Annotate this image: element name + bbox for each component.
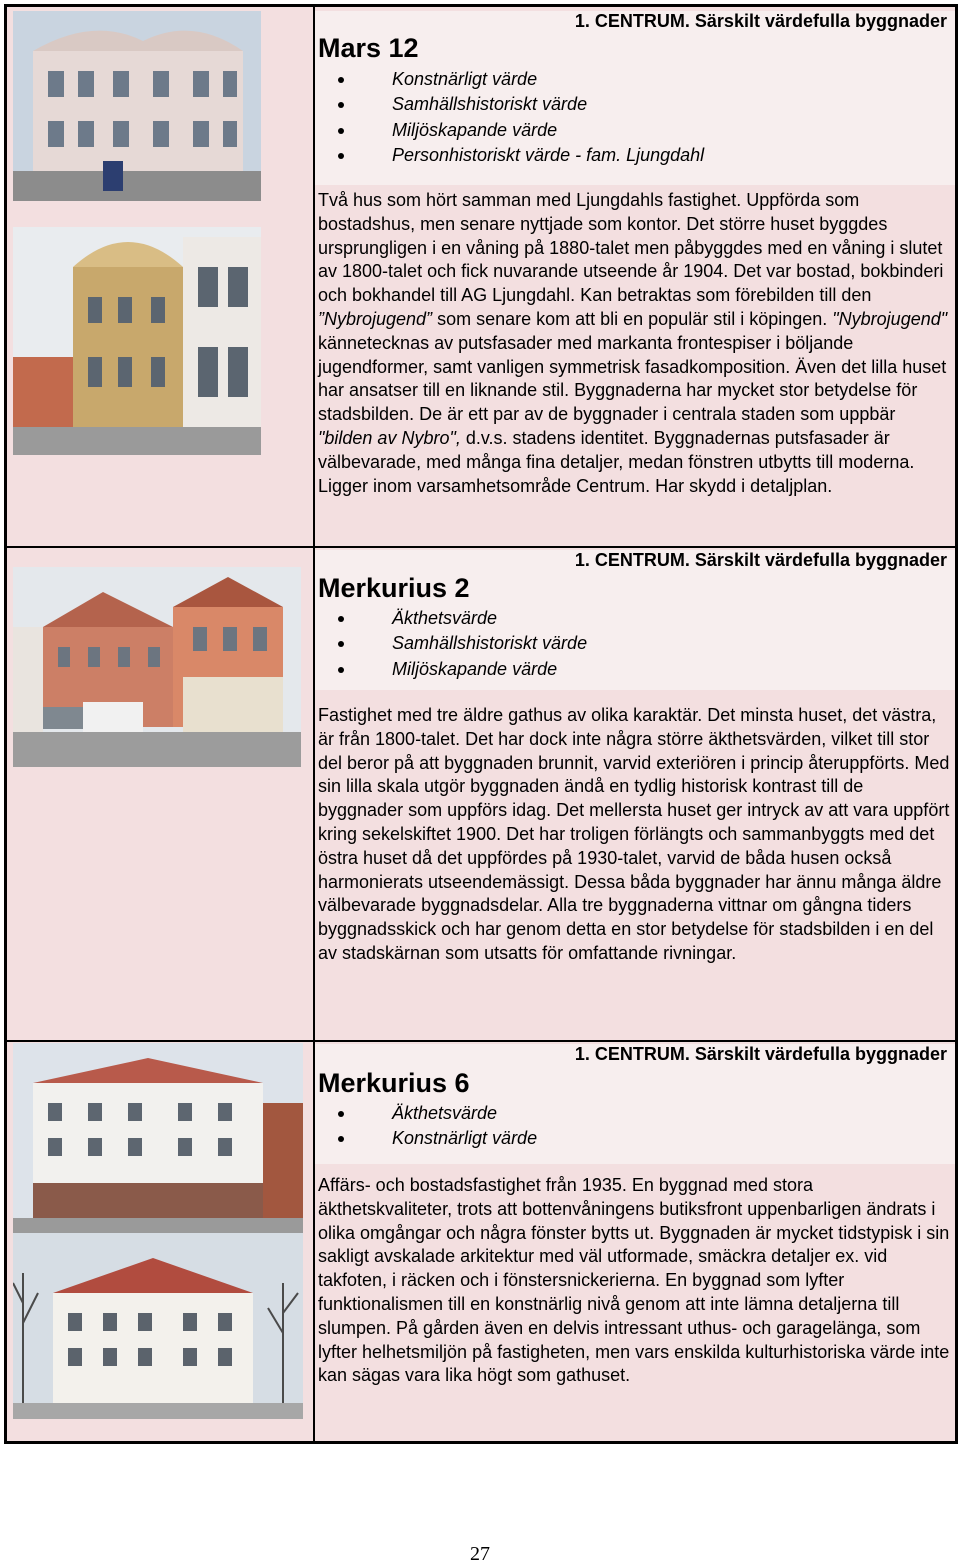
description [318,704,950,966]
description-text: kännetecknas av putsfasader med markanta frontespiser i böljande jugendformer, samt vanligen symmetrisk fasadkomposition. Även det lilla huset har ansatser till en liknande stil. Byggnaderna har mycket stor betydelse för stadsbilden. De är ett par av de byggnader i centrala staden som uppbär [318,332,947,425]
description-italic: "bilden av Nybro", [318,427,461,448]
property-name: Merkurius 2 [318,573,470,603]
photo-merkurius6-front [13,1043,303,1233]
photo-mars12-building-1 [13,11,261,201]
description-text: som senare kom att bli en populär stil i köpingen. [432,308,833,329]
description-text: d.v.s. stadens identitet. Byggnadernas putsfasader är välbevarade, med många fina detaljer, medan fönstren utbytts till moderna. Ligger inom varsamhetsområde Centrum. Har skydd i detaljplan. [318,427,915,496]
value-item: Konstnärligt värde [318,67,704,92]
value-list [318,67,704,169]
description-text: Två hus som hört samman med Ljungdahls fastighet. Uppförda som bostadshus, men senare nyttjade som kontor. Det större huset byggdes ursprungligen i en våning på 1880-talet men påbyggdes med en våning i slutet av 1800-talet och fick nuvarande utseende år 1904. Det var bostad, bokbinderi och bokhandel till AG Ljungdahl. Kan betraktas som förebilden till den [318,190,944,306]
description-text: Fastighet med tre äldre gathus av olika karaktär. Det minsta huset, det västra, är från 1800-talet. Det har dock inte några större äkthetsvärden, vilket till stor del beror på att byggnaden brunnit, varvid exteriören i princip återuppförts. Med sin lilla skala utgör byggnaden ändå en tydlig historisk kontrast till de byggnader som uppförs idag. Det mellersta huset ger intryck av att vara uppfört kring sekelskiftet 1900. Det har troligen förlängts och sammanbyggts med det östra huset då det uppfördes på 1930-talet, varvid de båda husen också harmonierats utseendemässigt. Dessa båda byggnader har ännu många äldre välbevarade byggnadsdelar. Alla tre byggnaderna vittnar om gångna tiders byggnadsskick och har genom detta en stor betydelse för stadsbilden i en del av stadskärnan som utsatts för omfattande rivningar. [318,705,950,963]
value-item: Samhällshistoriskt värde [318,92,704,117]
property-name: Merkurius 6 [318,1068,470,1098]
photo-merkurius6-corner [13,1233,303,1419]
row-divider-2 [7,1040,955,1042]
value-item: Konstnärligt värde [318,1126,537,1151]
description [318,1174,950,1388]
value-item: Miljöskapande värde [318,657,587,682]
value-list [318,1101,537,1152]
category-heading: 1. CENTRUM. Särskilt värdefulla byggnader [574,550,947,570]
document-frame [4,4,958,1444]
description [318,189,950,498]
photo-mars12-building-2 [13,227,261,455]
page-number: 27 [470,1543,490,1565]
property-name: Mars 12 [318,33,419,63]
value-item: Samhällshistoriskt värde [318,631,587,656]
value-item: Personhistoriskt värde - fam. Ljungdahl [318,143,704,168]
value-item: Miljöskapande värde [318,118,704,143]
column-divider [313,7,315,1441]
description-italic: "Nybrojugend" [832,308,948,329]
category-heading: 1. CENTRUM. Särskilt värdefulla byggnader [574,1044,947,1064]
row-divider-1 [7,546,955,548]
value-list [318,606,587,682]
value-item: Äkthetsvärde [318,606,587,631]
photo-merkurius2 [13,567,301,767]
value-item: Äkthetsvärde [318,1101,537,1126]
category-heading: 1. CENTRUM. Särskilt värdefulla byggnader [574,11,947,31]
description-text: Affärs- och bostadsfastighet från 1935. En byggnad med stora äkthetskvaliteter, trots att bottenvåningens butiksfront uppenbarligen ändrats i olika omgångar och några fönster bytts ut. Byggnaden är mycket tidstypisk i sin sakligt avskalade arkitektur med väl utformade, smäckra detaljer ex. vid takfoten, i räcken och i fönstersnickerierna. En byggnad som lyfter funktionalismen till en konstnärlig nivå genom att inte lämna detaljerna till slumpen. På gården även en delvis intressant uthus- och garagelänga, som lyfter helhetsmiljön på fastigheten, men vars enskilda kulturhistoriska värde inte kan sägas vara lika högt som gathuset. [318,1175,950,1386]
description-italic: ”Nybrojugend” [318,308,433,329]
